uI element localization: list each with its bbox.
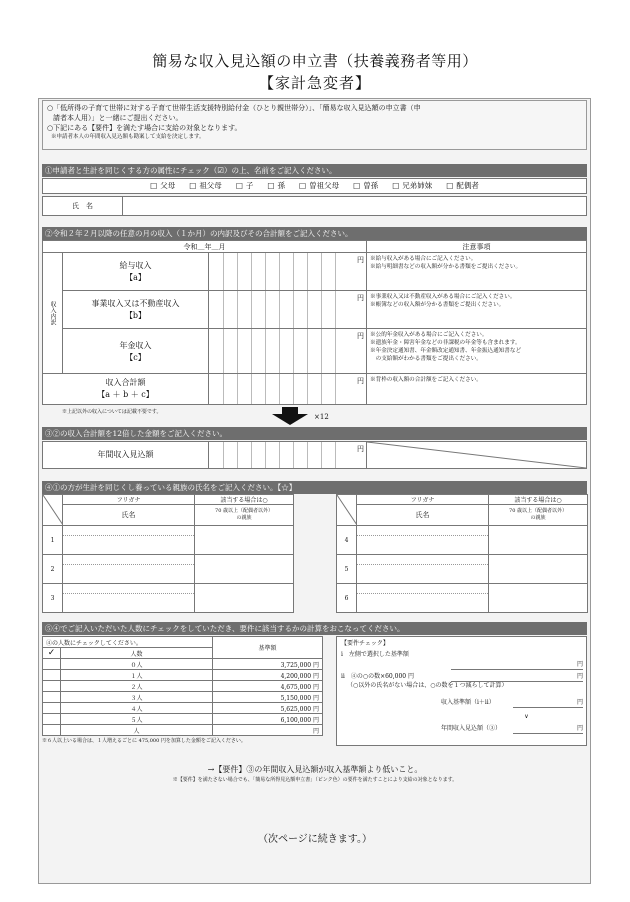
- income-footnote: ※上記以外の収入については記載不要です。: [62, 409, 162, 415]
- income-type-code: 【b】: [124, 311, 147, 320]
- relation-option-label: 兄弟姉妹: [402, 181, 433, 190]
- relation-checkbox-row: [42, 178, 587, 194]
- income-note-line: ※事業収入又は不動産収入がある場合にご記入ください。: [370, 294, 516, 300]
- checkbox-icon[interactable]: □: [392, 181, 400, 190]
- income-breakdown-label: 収入内訳: [43, 253, 63, 374]
- relation-option[interactable]: [353, 179, 378, 193]
- amount-cell: 6,100,000 円: [213, 714, 323, 725]
- req-ii-label: ⅱ ④の○の数×60,000 円: [341, 673, 415, 680]
- income-type-code: 【a】: [125, 273, 146, 282]
- count-checkbox[interactable]: [43, 725, 61, 736]
- diagonal-strike: [367, 442, 586, 468]
- name-input[interactable]: [125, 198, 585, 214]
- income-amount-input[interactable]: [209, 291, 367, 329]
- count-checkbox[interactable]: [43, 692, 61, 703]
- section3-header: ③②の収入合計額を12倍した金額をご記入ください。: [42, 427, 587, 440]
- amount-cell: 円: [213, 725, 323, 736]
- req-annual-label: 年間収入見込額（③）: [441, 725, 502, 732]
- intro-note-line: ○「低所得の子育て世帯に対する子育て世帯生活支援特別給付金（ひとり親世帯分）」、「簡易な収入見込額の申立書（申: [47, 104, 421, 112]
- furigana-header: フリガナ: [357, 495, 489, 505]
- income-note-line: ※遺族年金・障害年金などの非課税の年金等も含まれます。: [370, 340, 521, 346]
- amount-cell: 5,150,000 円: [213, 692, 323, 703]
- standard-row[interactable]: [43, 725, 323, 736]
- income-type-code: 【c】: [125, 352, 146, 362]
- down-arrow-icon: [272, 407, 308, 425]
- relation-option-label: 曽祖父母: [309, 181, 340, 190]
- relation-option-label: 子: [245, 181, 254, 190]
- section1-header: ①申請者と生計を同じくする方の属性にチェック（☑）の上、名前をご記入ください。: [42, 164, 587, 177]
- relative-name-input[interactable]: [357, 555, 489, 584]
- section2-header: ②令和２年２月以降の任意の月の収入（１か月）の内訳及びその合計額をご記入ください。: [42, 227, 587, 240]
- relatives-text: の親族: [530, 515, 546, 522]
- relative-row: [337, 555, 588, 584]
- income-note-line: ※給与収入がある場合にご記入ください。: [370, 256, 477, 262]
- row-number: 6: [337, 584, 357, 613]
- req-i-input[interactable]: [451, 660, 583, 670]
- yen-unit: 円: [357, 294, 364, 302]
- diagonal-header-cell: [337, 495, 357, 526]
- relation-option-label: 父母: [160, 181, 176, 190]
- applicable-header: 該当する場合は○: [195, 495, 294, 505]
- count-cell: ３人: [61, 692, 213, 703]
- standard-row[interactable]: [43, 659, 323, 670]
- form-subtitle: 【家計急変者】: [258, 74, 371, 92]
- req-i-label: ⅰ 左側で選択した基準額: [341, 651, 409, 658]
- income-note-line: ※帳簿などの収入額が分かる書類をご提出ください。: [370, 302, 505, 308]
- relation-option[interactable]: [236, 179, 254, 193]
- standard-row[interactable]: [43, 692, 323, 703]
- standard-table-wrap: [42, 636, 322, 744]
- income-type-cell: [63, 291, 209, 329]
- income-notes: [367, 291, 586, 329]
- relative-row: [43, 526, 294, 555]
- age70-mark-input[interactable]: [195, 526, 294, 555]
- income-type-label: 年金収入: [119, 340, 152, 350]
- req-ii-input[interactable]: [451, 672, 583, 682]
- req-total-input[interactable]: [513, 698, 583, 708]
- relation-option[interactable]: [446, 179, 479, 193]
- req-title: 【要件チェック】: [341, 640, 389, 647]
- yen-unit: 円: [576, 725, 583, 732]
- total-amount-input[interactable]: [209, 374, 367, 404]
- age70-mark-input[interactable]: [195, 555, 294, 584]
- age70-text: 70 歳以上（配偶者以外）: [215, 508, 273, 515]
- applicable-header: 該当する場合は○: [489, 495, 588, 505]
- furigana-header: フリガナ: [63, 495, 195, 505]
- relative-name-input[interactable]: [63, 584, 195, 613]
- relatives-left-table: [42, 494, 294, 613]
- name-row: [42, 196, 587, 216]
- count-checkbox[interactable]: [43, 659, 61, 670]
- checkbox-icon[interactable]: □: [189, 181, 197, 190]
- yen-unit: 円: [576, 699, 583, 706]
- count-checkbox[interactable]: [43, 714, 61, 725]
- table-footnote: ※６人以上いる場合は、１人増えるごとに 475,000 円を加算した金額をご記入ください。: [42, 738, 246, 744]
- income-amount-input[interactable]: [209, 253, 367, 291]
- standard-row[interactable]: [43, 703, 323, 714]
- standard-row[interactable]: [43, 714, 323, 725]
- checkbox-icon[interactable]: □: [267, 181, 275, 190]
- income-type-cell: [63, 329, 209, 374]
- count-cell: ２人: [61, 681, 213, 692]
- income-table: [42, 240, 587, 405]
- yen-unit: 円: [357, 377, 364, 385]
- amount-cell: 4,200,000 円: [213, 670, 323, 681]
- relation-option[interactable]: [150, 179, 175, 193]
- income-type-label: 給与収入: [119, 261, 152, 270]
- name-header: 氏名: [357, 505, 489, 526]
- name-label: 氏 名: [43, 197, 123, 215]
- relative-name-input[interactable]: [63, 526, 195, 555]
- row-number: 3: [43, 584, 63, 613]
- name-header: 氏名: [63, 505, 195, 526]
- amount-cell: 5,625,000 円: [213, 703, 323, 714]
- age70-header: [489, 505, 588, 526]
- yen-unit: 円: [357, 256, 364, 264]
- row-number: 5: [337, 555, 357, 584]
- relative-row: [43, 555, 294, 584]
- yen-unit: 円: [357, 332, 364, 340]
- req-ii-note: （○以外の氏名がない場合は、○の数を１つ減らして計算）: [347, 682, 508, 689]
- standard-row[interactable]: [43, 670, 323, 681]
- count-cell: ０人: [61, 659, 213, 670]
- income-notes: [367, 253, 586, 291]
- relatives-text: の親族: [236, 515, 252, 522]
- count-cell: ４人: [61, 703, 213, 714]
- count-cell: １人: [61, 670, 213, 681]
- requirement-check-box: [336, 636, 587, 746]
- relation-option[interactable]: [392, 179, 432, 193]
- standard-row[interactable]: [43, 681, 323, 692]
- age70-header: [195, 505, 294, 526]
- total-label-cell: [43, 374, 209, 404]
- intro-note-line: 請者本人用）」と一緒にご提出ください。: [53, 114, 183, 122]
- notes-header: 注意事項: [367, 241, 586, 253]
- count-cell: ５人: [61, 714, 213, 725]
- checkbox-icon[interactable]: □: [446, 181, 454, 190]
- count-checkbox[interactable]: [43, 670, 61, 681]
- age70-mark-input[interactable]: [489, 584, 588, 613]
- annual-income-row: [42, 441, 587, 469]
- checkbox-icon[interactable]: □: [299, 181, 307, 190]
- row-number: 4: [337, 526, 357, 555]
- age70-mark-input[interactable]: [489, 526, 588, 555]
- diagonal-header-cell: [43, 495, 63, 526]
- yen-unit: 円: [576, 673, 583, 680]
- intro-notes: [42, 100, 587, 150]
- income-type-cell: [63, 253, 209, 291]
- yen-unit: 円: [357, 445, 364, 453]
- checkmark-icon: ✓: [43, 648, 61, 659]
- multiplier-label: ×12: [314, 413, 329, 421]
- relative-row: [337, 526, 588, 555]
- relation-option-label: 孫: [277, 181, 285, 190]
- section5-header: ⑤④でご記入いただいた人数にチェックをしていただき、要件に該当するかの計算をおこなってください。: [42, 622, 587, 635]
- compare-symbol: ∨: [524, 713, 529, 720]
- count-checkbox[interactable]: [43, 681, 61, 692]
- intro-note-line: ○下記にある【要件】を満たす場合に支給の対象となります。: [47, 124, 242, 132]
- relative-name-input[interactable]: [357, 584, 489, 613]
- relative-row: [43, 584, 294, 613]
- total-label: 収入合計額: [105, 378, 146, 387]
- form-title: 簡易な収入見込額の申立書（扶養義務者等用）: [152, 52, 478, 70]
- intro-note-line: ※申請者本人の年間収入見込額も勘案して支給を決定します。: [51, 134, 205, 140]
- annual-income-label: 年間収入見込額: [43, 442, 209, 468]
- income-note-line: ※給与明細書などの収入額が分かる書類をご提出ください。: [370, 264, 522, 270]
- check-instruction: ④の人数にチェックしてください。: [43, 637, 213, 648]
- count-checkbox[interactable]: [43, 703, 61, 714]
- continued-footer: （次ページに続きます。）: [258, 834, 372, 845]
- relation-option-label: 曽孫: [363, 181, 379, 190]
- total-code: 【a ＋ b ＋ c】: [97, 390, 154, 399]
- relative-name-input[interactable]: [357, 526, 489, 555]
- age70-mark-input[interactable]: [195, 584, 294, 613]
- row-number: 2: [43, 555, 63, 584]
- checkbox-icon[interactable]: □: [235, 181, 243, 190]
- income-note-line: ※公的年金収入がある場合にご記入ください。: [370, 332, 488, 338]
- requirement-sub: ※【要件】を満たさない場合でも、「簡易な所得見込額申立書」（ピンク色）の要件を満たすことにより支給の対象となります。: [172, 777, 458, 783]
- relation-option-label: 祖父母: [199, 181, 222, 190]
- checkbox-icon[interactable]: □: [353, 181, 361, 190]
- requirement-main: →【要件】③の年間収入見込額が収入基準額より低いこと。: [207, 765, 423, 774]
- amount-cell: 3,725,000 円: [213, 659, 323, 670]
- req-total-label: 収入基準額（ⅰ＋ⅱ）: [441, 699, 495, 706]
- income-amount-input[interactable]: [209, 329, 367, 374]
- relatives-right-table: [336, 494, 588, 613]
- income-type-label: 事業収入又は不動産収入: [91, 299, 180, 308]
- yen-unit: 円: [576, 661, 583, 668]
- section4-header: ④①の方が生計を同じくし養っている親族の氏名をご記入ください。【☆】: [42, 481, 587, 494]
- base-amount-header: 基準額: [213, 637, 323, 659]
- income-note-line: の支給額がわかる書類をご提出ください。: [370, 356, 482, 362]
- count-header: 人数: [61, 648, 213, 659]
- row-number: 1: [43, 526, 63, 555]
- age70-text: 70 歳以上（配偶者以外）: [509, 508, 567, 515]
- count-cell: 人: [61, 725, 213, 736]
- income-notes: [367, 329, 586, 374]
- age70-mark-input[interactable]: [489, 555, 588, 584]
- relation-option-label: 配偶者: [456, 181, 479, 190]
- relation-option[interactable]: [189, 179, 222, 193]
- relation-option[interactable]: [299, 179, 339, 193]
- income-note-line: ※年金決定通知書、年金額改定通知書、年金振込通知書など: [370, 348, 522, 354]
- date-label: 令和＿年＿月: [43, 241, 367, 253]
- relative-row: [337, 584, 588, 613]
- relation-option[interactable]: [267, 179, 285, 193]
- req-annual-input[interactable]: [513, 724, 583, 734]
- relative-name-input[interactable]: [63, 555, 195, 584]
- annual-income-input[interactable]: [209, 442, 367, 468]
- total-note: ※背枠の収入額の合計額をご記入ください。: [370, 377, 482, 383]
- amount-cell: 4,675,000 円: [213, 681, 323, 692]
- checkbox-icon[interactable]: □: [150, 181, 158, 190]
